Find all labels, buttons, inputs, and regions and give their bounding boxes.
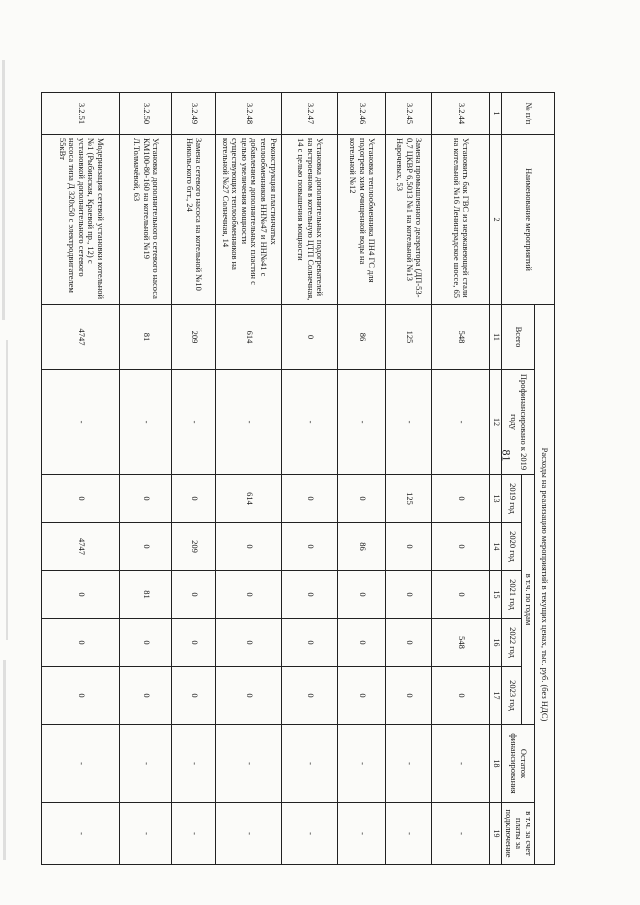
- row-number: 3.2.49: [172, 93, 216, 135]
- row-2023: 0: [42, 667, 120, 725]
- row-2022: 0: [282, 619, 338, 667]
- col-name-header: Наименование мероприятий: [502, 135, 555, 305]
- row-name: Установить бак ГВС из нержавеющей стали на котельной №16 Ленинградское шоссе, 65: [432, 135, 490, 305]
- row-total: 125: [386, 305, 432, 370]
- table-row: [338, 93, 386, 865]
- row-2020: 0: [120, 523, 172, 571]
- row-name: Модернизация сетевой установки котельной №1 (Рыбинская, Краевой пр., 12) с установкой дополнительного сетевого насоса типа Д 320х50 с электродвигателем 55кВт: [42, 135, 120, 305]
- index-cell: 19: [490, 803, 502, 865]
- row-total: 548: [432, 305, 490, 370]
- index-cell: 15: [490, 571, 502, 619]
- row-total: 86: [338, 305, 386, 370]
- row-payment: -: [432, 803, 490, 865]
- row-number: 3.2.46: [338, 93, 386, 135]
- row-2019: 0: [120, 475, 172, 523]
- row-number: 3.2.48: [216, 93, 282, 135]
- index-row: [490, 93, 502, 865]
- index-cell: 16: [490, 619, 502, 667]
- row-number: 3.2.44: [432, 93, 490, 135]
- row-2020: 0: [432, 523, 490, 571]
- group-header: Расходы на реализацию мероприятий в текущих ценах, тыс. руб. (без НДС): [535, 305, 555, 865]
- table-row: [282, 93, 338, 865]
- row-payment: -: [338, 803, 386, 865]
- index-cell: 1: [490, 93, 502, 135]
- year-2023-header: 2023 год: [502, 667, 522, 725]
- row-financed: -: [216, 370, 282, 475]
- row-remaining: -: [42, 725, 120, 803]
- row-2021: 0: [42, 571, 120, 619]
- row-financed: -: [282, 370, 338, 475]
- row-2019: 125: [386, 475, 432, 523]
- row-total: 4747: [42, 305, 120, 370]
- row-remaining: -: [120, 725, 172, 803]
- table-row: [172, 93, 216, 865]
- index-cell: 11: [490, 305, 502, 370]
- row-2022: 0: [216, 619, 282, 667]
- col-financed-header: Профинансировано к 2019 году: [502, 370, 535, 475]
- row-number: 3.2.51: [42, 93, 120, 135]
- row-2019: 0: [338, 475, 386, 523]
- row-name: Реконструкция пластинчатых теплообменников НН№47 и НН№41 с добавлением дополнительных пластин с целью увеличения мощности существующих теплообменников на котельной №27 Солнечная, 14: [216, 135, 282, 305]
- row-financed: -: [172, 370, 216, 475]
- row-2021: 0: [386, 571, 432, 619]
- col-payment-header: в т.ч. за счет платы за подключение: [502, 803, 535, 865]
- row-name: Установка теплообменника ПН4 ГС для подогрева хим очищенной воды на котельной №12: [338, 135, 386, 305]
- row-2020: 0: [282, 523, 338, 571]
- row-number: 3.2.47: [282, 93, 338, 135]
- row-2022: 0: [172, 619, 216, 667]
- index-cell: 12: [490, 370, 502, 475]
- row-2019: 0: [42, 475, 120, 523]
- row-2020: 86: [338, 523, 386, 571]
- row-payment: -: [120, 803, 172, 865]
- index-cell: 13: [490, 475, 502, 523]
- row-payment: -: [216, 803, 282, 865]
- index-cell: 14: [490, 523, 502, 571]
- row-2021: 0: [216, 571, 282, 619]
- row-number: 3.2.45: [386, 93, 432, 135]
- row-remaining: -: [432, 725, 490, 803]
- col-remaining-header: Остаток финансирования: [502, 725, 535, 803]
- row-number: 3.2.50: [120, 93, 172, 135]
- row-2022: 0: [386, 619, 432, 667]
- index-cell: 17: [490, 667, 502, 725]
- row-2023: 0: [216, 667, 282, 725]
- year-2019-header: 2019 год: [502, 475, 522, 523]
- expenses-table: [41, 92, 555, 865]
- row-2021: 0: [282, 571, 338, 619]
- row-remaining: -: [216, 725, 282, 803]
- row-2020: 209: [172, 523, 216, 571]
- table-row: [42, 93, 120, 865]
- row-2021: 0: [172, 571, 216, 619]
- years-subheader: в т.ч. по годам: [522, 475, 535, 725]
- table-row: [216, 93, 282, 865]
- row-financed: -: [120, 370, 172, 475]
- row-financed: -: [42, 370, 120, 475]
- row-2023: 0: [120, 667, 172, 725]
- row-financed: -: [386, 370, 432, 475]
- row-2021: 81: [120, 571, 172, 619]
- row-2023: 0: [282, 667, 338, 725]
- row-2021: 0: [432, 571, 490, 619]
- row-2023: 0: [338, 667, 386, 725]
- row-remaining: -: [172, 725, 216, 803]
- row-total: 614: [216, 305, 282, 370]
- row-total: 209: [172, 305, 216, 370]
- row-2023: 0: [432, 667, 490, 725]
- row-2022: 0: [338, 619, 386, 667]
- page-number: 81: [499, 449, 514, 462]
- row-2020: 4747: [42, 523, 120, 571]
- row-payment: -: [282, 803, 338, 865]
- row-payment: -: [386, 803, 432, 865]
- row-total: 81: [120, 305, 172, 370]
- row-2022: 0: [42, 619, 120, 667]
- row-remaining: -: [282, 725, 338, 803]
- index-cell: 2: [490, 135, 502, 305]
- row-2019: 0: [172, 475, 216, 523]
- row-2023: 0: [386, 667, 432, 725]
- year-2020-header: 2020 год: [502, 523, 522, 571]
- index-cell: 18: [490, 725, 502, 803]
- table-row: [120, 93, 172, 865]
- row-financed: -: [432, 370, 490, 475]
- row-remaining: -: [386, 725, 432, 803]
- col-total-header: Всего: [502, 305, 535, 370]
- table-row: [432, 93, 490, 865]
- row-2020: 0: [386, 523, 432, 571]
- row-remaining: -: [338, 725, 386, 803]
- row-name: Установка дополнительного сетевого насоса КМ100-80-160 на котельной №19 Л.Толмачёвой, 63: [120, 135, 172, 305]
- row-2022: 0: [120, 619, 172, 667]
- row-2019: 0: [282, 475, 338, 523]
- row-2022: 548: [432, 619, 490, 667]
- col-no-header: № п/п: [502, 93, 555, 135]
- row-financed: -: [338, 370, 386, 475]
- table-row: [386, 93, 432, 865]
- row-payment: -: [172, 803, 216, 865]
- row-name: Установка дополнительных подогревателей на встроенном в котельную ЦТП Солнечная, 14 с целью повышения мощности: [282, 135, 338, 305]
- year-2022-header: 2022 год: [502, 619, 522, 667]
- row-2020: 0: [216, 523, 282, 571]
- row-name: Замена сетевого насоса на котельной №10 Никольского бгт., 24: [172, 135, 216, 305]
- row-2019: 0: [432, 475, 490, 523]
- row-2023: 0: [172, 667, 216, 725]
- row-total: 0: [282, 305, 338, 370]
- year-2021-header: 2021 год: [502, 571, 522, 619]
- row-2019: 614: [216, 475, 282, 523]
- row-payment: -: [42, 803, 120, 865]
- row-name: Замена промышленного деаэратора (ДП-53-0,7 ЦКВР 6,5013 №1 на котельной №13 Нарочевых, 53: [386, 135, 432, 305]
- row-2021: 0: [338, 571, 386, 619]
